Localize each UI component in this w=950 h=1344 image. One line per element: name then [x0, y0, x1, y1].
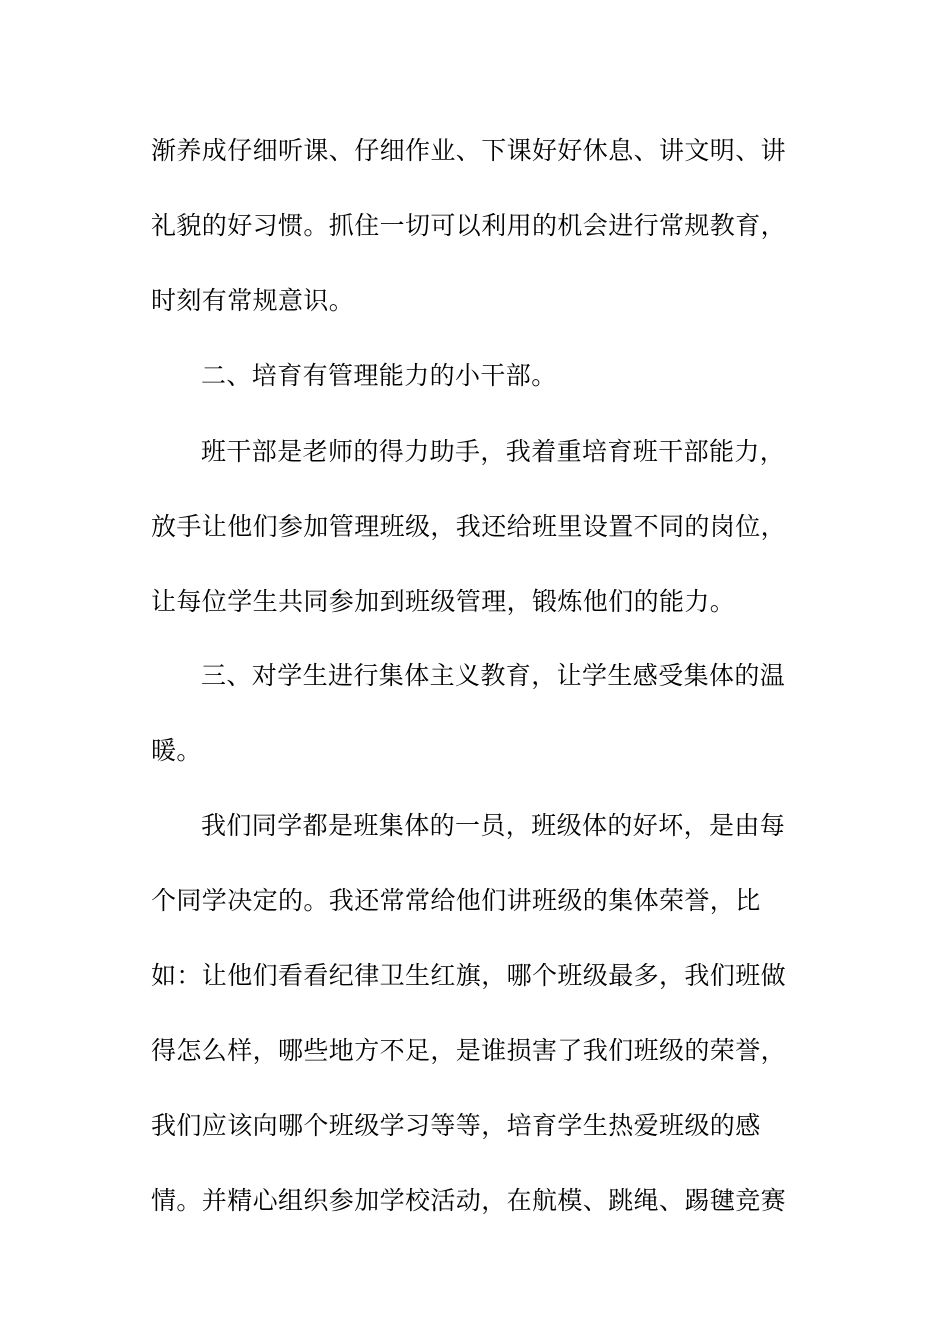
body-text-line: 班干部是老师的得力助手，我着重培育班干部能力， — [201, 437, 786, 466]
body-text-line: 情。并精心组织参加学校活动，在航模、跳绳、踢毽竞赛 — [151, 1186, 787, 1215]
body-text-line: 渐养成仔细听课、仔细作业、下课好好休息、讲文明、讲 — [151, 136, 787, 165]
body-text-line: 个同学决定的。我还常常给他们讲班级的集体荣誉，比 — [151, 886, 761, 915]
body-text-line: 我们同学都是班集体的一员，班级体的好坏，是由每 — [201, 811, 786, 840]
body-text-line: 我们应该向哪个班级学习等等，培育学生热爱班级的感 — [151, 1111, 761, 1140]
section-heading: 三、对学生进行集体主义教育，让学生感受集体的温 — [201, 661, 786, 690]
body-text-line: 让每位学生共同参加到班级管理，锻炼他们的能力。 — [151, 587, 736, 616]
body-text-line: 礼貌的好习惯。抓住一切可以利用的机会进行常规教育， — [151, 211, 787, 240]
body-text-line: 如：让他们看看纪律卫生红旗，哪个班级最多，我们班做 — [151, 961, 787, 990]
section-heading: 二、培育有管理能力的小干部。 — [201, 361, 557, 390]
body-text-line: 得怎么样，哪些地方不足，是谁损害了我们班级的荣誉， — [151, 1036, 787, 1065]
body-text-line: 时刻有常规意识。 — [151, 286, 355, 315]
section-heading-continued: 暖。 — [151, 736, 202, 765]
body-text-line: 放手让他们参加管理班级，我还给班里设置不同的岗位， — [151, 512, 787, 541]
